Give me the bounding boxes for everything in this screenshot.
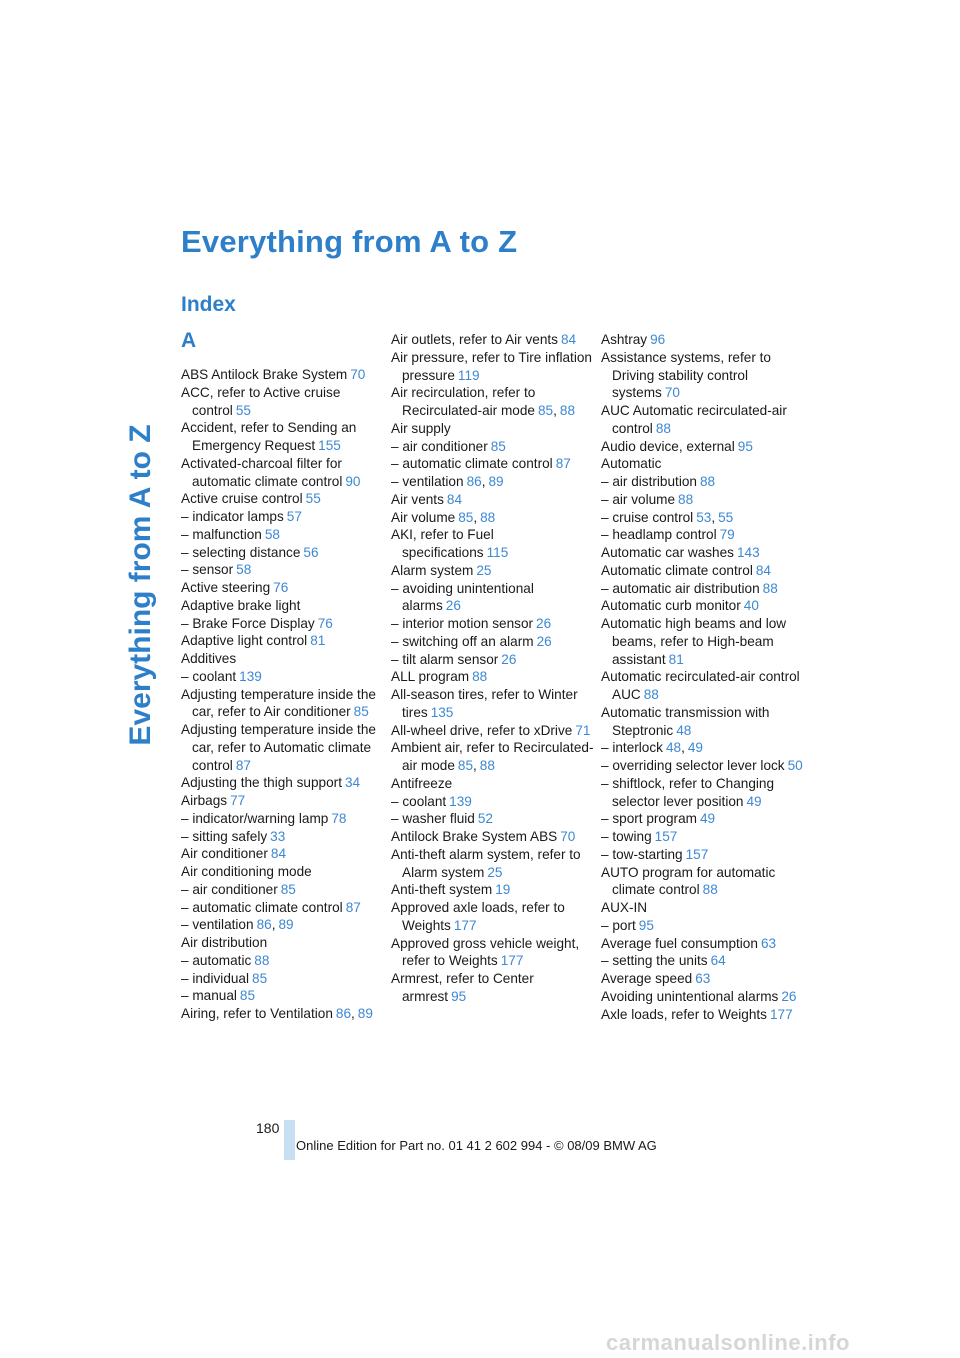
index-entry — [181, 490, 385, 508]
page-ref-link[interactable]: 53 — [696, 509, 712, 525]
page-ref-link[interactable]: 88 — [699, 474, 716, 489]
page-ref-link[interactable]: 70 — [664, 385, 680, 401]
index-entry-text: Adjusting the thigh support — [181, 775, 342, 791]
index-entry-text: – sensor — [181, 562, 234, 578]
page-ref-separator: , — [711, 509, 716, 525]
index-entry — [181, 1005, 385, 1023]
index-entry — [601, 668, 805, 704]
page-ref-link[interactable]: 86 — [335, 1006, 352, 1021]
index-entry-text: Ashtray — [601, 332, 648, 347]
index-entry-text: – air conditioner — [391, 438, 488, 454]
page-ref-link[interactable]: 55 — [305, 491, 321, 507]
index-entry-text: Adaptive light control — [181, 633, 308, 649]
page-ref-link[interactable]: 48 — [676, 722, 692, 738]
index-entry — [391, 349, 595, 385]
index-entry-text: ALL program — [391, 669, 470, 685]
page-ref-link[interactable]: 85 — [353, 704, 369, 720]
index-entry-text: – setting the units — [601, 953, 708, 969]
index-entry — [601, 704, 805, 740]
index-entry — [391, 775, 595, 793]
index-entry-text: Air outlets, refer to Air vents — [391, 332, 558, 347]
index-entry — [601, 491, 805, 509]
edition-bar — [284, 1120, 295, 1160]
index-entry-text: Automatic climate control — [601, 562, 753, 578]
index-entry — [601, 455, 805, 473]
index-entry-text: – automatic — [181, 952, 252, 968]
index-column-2 — [391, 331, 595, 1006]
index-entry-text: Air volume — [391, 509, 456, 525]
page-ref-link[interactable]: 89 — [278, 917, 294, 933]
index-entry — [181, 419, 385, 455]
index-entry — [181, 384, 385, 420]
index-entry — [601, 597, 805, 615]
index-entry-text: AUC Automatic recirculated-air control — [601, 403, 787, 436]
page-ref-link[interactable]: 56 — [303, 544, 319, 560]
index-entry — [601, 562, 805, 580]
page-ref-link[interactable]: 40 — [743, 598, 759, 614]
page-ref-link[interactable]: 48 — [665, 740, 682, 756]
page-ref-link[interactable]: 115 — [486, 545, 509, 560]
index-entry-text: Active steering — [181, 580, 271, 595]
page-ref-link[interactable]: 90 — [345, 473, 361, 489]
index-entry-text: Air conditioner — [181, 846, 268, 862]
index-entry-text: Ambient air, refer to Recirculated-air mode — [391, 740, 594, 773]
page-ref-link[interactable]: 57 — [286, 509, 302, 524]
index-entry-text: Automatic — [601, 456, 662, 472]
index-entry — [391, 509, 595, 527]
page-ref-link[interactable]: 49 — [699, 811, 716, 827]
page-ref-link[interactable]: 84 — [755, 562, 771, 578]
page-ref-link[interactable]: 119 — [457, 367, 480, 383]
page-ref-link[interactable]: 85 — [457, 758, 474, 773]
page-ref-link[interactable]: 177 — [453, 917, 477, 933]
index-entry-text: – overriding selector lever lock — [601, 758, 785, 773]
index-entry-text: Automatic car washes — [601, 545, 734, 560]
index-entry — [181, 952, 385, 970]
index-entry — [391, 633, 595, 651]
page-ref-link[interactable]: 63 — [695, 971, 711, 986]
index-entry — [391, 562, 595, 580]
index-entry — [181, 828, 385, 846]
index-entry-text: AUTO program for automatic climate control — [601, 864, 776, 898]
index-entry-text: – sitting safely — [181, 828, 268, 844]
page-ref-link[interactable]: 89 — [357, 1006, 373, 1021]
page-ref-link[interactable]: 177 — [769, 1006, 793, 1022]
page-ref-link[interactable]: 143 — [736, 545, 760, 560]
index-entry-text: Assistance systems, refer to Driving stability control systems — [601, 349, 771, 401]
index-entry-text: – tow-starting — [601, 846, 683, 862]
index-entry-text: – cruise control — [601, 509, 694, 525]
index-entry-text: AUX-IN — [601, 900, 648, 915]
page-ref-link[interactable]: 78 — [331, 810, 347, 826]
index-entry-text: All-season tires, refer to Winter tires — [391, 687, 578, 720]
index-entry-text: Airbags — [181, 793, 228, 808]
index-entry — [391, 438, 595, 456]
index-entry — [601, 935, 805, 953]
index-entry — [601, 331, 805, 349]
page-ref-link[interactable]: 79 — [719, 527, 735, 543]
index-entry — [601, 846, 805, 864]
page-ref-link[interactable]: 139 — [449, 793, 472, 809]
page-ref-link[interactable]: 81 — [668, 651, 684, 667]
section-subtitle: Index — [181, 293, 236, 316]
page-ref-link[interactable]: 26 — [501, 651, 517, 667]
index-entry — [391, 970, 595, 1006]
index-entry — [181, 934, 385, 952]
page-ref-link[interactable]: 64 — [710, 953, 726, 969]
page-ref-link[interactable]: 55 — [718, 509, 734, 525]
index-entry — [181, 845, 385, 863]
page-ref-link[interactable]: 89 — [488, 474, 504, 489]
index-entry — [601, 1006, 805, 1024]
index-entry — [181, 597, 385, 615]
index-entry-text: Anti-theft alarm system, refer to Alarm system — [391, 846, 581, 880]
index-entry-text: – Brake Force Display — [181, 615, 315, 631]
page-ref-link[interactable]: 70 — [560, 829, 576, 844]
index-entry — [181, 366, 385, 384]
index-entry — [181, 863, 385, 881]
index-entry — [601, 544, 805, 562]
index-column-1 — [181, 366, 385, 1023]
index-entry — [601, 775, 805, 811]
page-ref-link[interactable]: 95 — [737, 438, 753, 454]
page-ref-link[interactable]: 70 — [350, 367, 366, 382]
index-entry-text: – coolant — [391, 793, 447, 809]
index-entry — [601, 739, 805, 757]
page-ref-link[interactable]: 85 — [280, 881, 296, 897]
page-ref-link[interactable]: 88 — [254, 952, 270, 968]
page-ref-separator: , — [351, 1006, 355, 1021]
index-entry-text: – air conditioner — [181, 881, 278, 897]
page-ref-link[interactable]: 55 — [235, 402, 251, 418]
index-entry-text: Average fuel consumption — [601, 935, 758, 951]
index-entry — [181, 668, 385, 686]
page-ref-link[interactable]: 84 — [270, 846, 287, 862]
page-ref-separator: , — [553, 403, 557, 418]
index-entry — [601, 349, 805, 402]
index-entry-text: – sport program — [601, 811, 697, 827]
index-entry — [601, 438, 805, 456]
index-entry-text: Armrest, refer to Center armrest — [391, 971, 534, 1004]
page-ref-separator: , — [681, 740, 685, 756]
index-entry-text: – automatic climate control — [391, 456, 553, 472]
page-ref-link[interactable]: 87 — [555, 456, 571, 472]
page-ref-link[interactable]: 88 — [762, 580, 778, 596]
index-entry-text: Approved gross vehicle weight, refer to Weights — [391, 935, 580, 969]
index-entry-text: – switching off an alarm — [391, 633, 534, 649]
index-entry-text: – malfunction — [181, 526, 262, 542]
page-ref-link[interactable]: 96 — [650, 332, 666, 347]
edition-line: Online Edition for Part no. 01 41 2 602 994 - © 08/09 BMW AG — [296, 1138, 657, 1153]
page-title: Everything from A to Z — [181, 224, 518, 259]
page-ref-link[interactable]: 88 — [559, 403, 576, 418]
index-entry-text: – ventilation — [181, 917, 254, 933]
index-entry-text: Approved axle loads, refer to Weights — [391, 900, 565, 933]
page-ref-separator: , — [473, 758, 477, 773]
index-entry — [601, 615, 805, 668]
index-entry — [391, 686, 595, 722]
index-entry — [181, 455, 385, 491]
index-entry — [391, 739, 595, 775]
page-ref-link[interactable]: 85 — [490, 438, 506, 454]
page-ref-link[interactable]: 26 — [536, 633, 552, 649]
page-ref-link[interactable]: 50 — [787, 758, 803, 773]
page-ref-link[interactable]: 85 — [239, 988, 256, 1004]
index-entry — [181, 508, 385, 526]
index-entry-text: Automatic recirculated-air control AUC — [601, 669, 800, 702]
index-entry — [601, 810, 805, 828]
index-entry-text: Air vents — [391, 491, 444, 507]
page-ref-link[interactable]: 33 — [270, 828, 286, 844]
index-entry-text: – automatic air distribution — [601, 580, 760, 596]
page-ref-link[interactable]: 77 — [230, 793, 246, 808]
page-ref-link[interactable]: 81 — [310, 633, 326, 649]
index-entry — [601, 580, 805, 598]
index-entry — [181, 987, 385, 1005]
page-ref-link[interactable]: 58 — [236, 562, 252, 578]
index-entry — [181, 970, 385, 988]
index-entry — [391, 580, 595, 616]
index-entry — [181, 792, 385, 810]
index-entry-text: Air supply — [391, 420, 451, 436]
index-entry-text: – headlamp control — [601, 527, 717, 543]
index-entry — [181, 916, 385, 934]
index-entry — [181, 650, 385, 668]
index-entry — [391, 935, 595, 971]
page-ref-link[interactable]: 88 — [480, 509, 496, 525]
index-entry — [601, 526, 805, 544]
page-ref-link[interactable]: 87 — [345, 899, 361, 915]
index-entry — [391, 722, 595, 740]
index-entry-text: Adjusting temperature inside the car, refer to Automatic climate control — [181, 722, 376, 773]
index-entry — [391, 473, 595, 491]
page-ref-link[interactable]: 34 — [344, 775, 361, 791]
index-column-3 — [601, 331, 805, 1023]
index-entry — [181, 632, 385, 650]
index-entry — [601, 970, 805, 988]
page-ref-link[interactable]: 88 — [655, 420, 671, 436]
index-entry-text: Automatic high beams and low beams, refer to High-beam assistant — [601, 616, 787, 667]
index-entry-text: – indicator/warning lamp — [181, 810, 329, 826]
index-entry-text: All-wheel drive, refer to xDrive — [391, 722, 573, 738]
page-ref-link[interactable]: 135 — [430, 704, 454, 720]
page-ref-link[interactable]: 49 — [746, 793, 762, 809]
index-entry — [181, 615, 385, 633]
page-ref-link[interactable]: 19 — [495, 882, 511, 898]
page-ref-link[interactable]: 85 — [252, 970, 268, 986]
index-entry — [391, 455, 595, 473]
page-ref-link[interactable]: 88 — [472, 669, 488, 685]
index-entry — [391, 668, 595, 686]
page-ref-link[interactable]: 157 — [685, 846, 709, 862]
index-entry — [181, 544, 385, 562]
index-entry — [391, 491, 595, 509]
index-entry-text: Airing, refer to Ventilation — [181, 1006, 333, 1021]
page-ref-link[interactable]: 71 — [575, 722, 591, 738]
index-entry — [601, 952, 805, 970]
index-entry-text: Audio device, external — [601, 438, 735, 454]
index-entry-text: Activated-charcoal filter for automatic climate control — [181, 455, 343, 489]
watermark: carmanualsonline.info — [606, 1330, 850, 1355]
index-entry-text: Air distribution — [181, 935, 268, 950]
index-entry — [601, 509, 805, 527]
page-ref-link[interactable]: 157 — [654, 829, 678, 844]
index-entry — [181, 561, 385, 579]
index-entry-text: Adaptive brake light — [181, 597, 301, 613]
index-entry — [391, 651, 595, 669]
index-entry-text: – ventilation — [391, 474, 464, 489]
index-entry — [181, 899, 385, 917]
index-entry-text: Air pressure, refer to Tire inflation pressure — [391, 349, 592, 383]
index-entry — [181, 881, 385, 899]
page-ref-link[interactable]: 85 — [458, 509, 474, 525]
index-entry-text: – shiftlock, refer to Changing selector lever position — [601, 775, 775, 809]
page-ref-link[interactable]: 26 — [445, 598, 461, 614]
index-entry-text: Avoiding unintentional alarms — [601, 988, 779, 1004]
index-entry — [391, 810, 595, 828]
page-ref-separator: , — [481, 474, 486, 489]
page-ref-link[interactable]: 52 — [477, 811, 493, 827]
page-ref-link[interactable]: 88 — [643, 687, 659, 702]
index-entry-text: Antilock Brake System ABS — [391, 829, 558, 844]
index-entry-text: Additives — [181, 651, 237, 666]
page-ref-separator: , — [271, 917, 276, 933]
page-ref-link[interactable]: 155 — [318, 438, 341, 453]
index-entry-text: – towing — [601, 829, 652, 844]
page-ref-separator: , — [473, 509, 478, 525]
index-entry — [601, 864, 805, 900]
index-entry — [181, 774, 385, 792]
index-entry-text: Average speed — [601, 971, 693, 986]
index-entry-text: ABS Antilock Brake System — [181, 367, 348, 382]
side-title-text: Everything from A to Z — [124, 424, 157, 746]
page-ref-link[interactable]: 139 — [239, 668, 262, 684]
page-ref-link[interactable]: 26 — [781, 988, 797, 1004]
index-entry-text: – coolant — [181, 668, 237, 684]
index-entry — [601, 828, 805, 846]
side-title-graphic — [118, 230, 158, 830]
index-entry-text: Air conditioning mode — [181, 864, 312, 879]
page-ref-link[interactable]: 177 — [500, 953, 524, 969]
index-entry-text: – indicator lamps — [181, 509, 284, 524]
index-entry-text: – avoiding unintentional alarms — [391, 580, 534, 614]
index-entry-text: Antifreeze — [391, 775, 453, 791]
index-entry-text: – automatic climate control — [181, 899, 343, 915]
index-entry-text: Automatic transmission with Steptronic — [601, 704, 770, 738]
index-entry — [391, 881, 595, 899]
index-entry-text: Automatic curb monitor — [601, 598, 741, 614]
index-entry — [391, 526, 595, 562]
index-entry-text: – air volume — [601, 491, 676, 507]
index-entry — [601, 402, 805, 438]
index-entry — [181, 686, 385, 722]
index-entry — [181, 526, 385, 544]
page-ref-link[interactable]: 95 — [638, 917, 654, 933]
index-entry-text: – interlock — [601, 740, 663, 756]
index-entry — [601, 917, 805, 935]
page-ref-link[interactable]: 95 — [451, 988, 467, 1004]
section-letter: A — [181, 329, 197, 352]
side-title — [118, 230, 158, 830]
page-number: 180 — [256, 1120, 280, 1136]
index-entry — [391, 331, 595, 349]
page-ref-link[interactable]: 63 — [760, 935, 777, 951]
index-entry-text: Air recirculation, refer to Recirculated-air mode — [391, 385, 536, 418]
index-entry — [181, 579, 385, 597]
index-entry — [391, 384, 595, 420]
page-ref-link[interactable]: 84 — [446, 491, 463, 507]
index-entry-text: Adjusting temperature inside the car, refer to Air conditioner — [181, 686, 376, 720]
index-entry-text: Axle loads, refer to Weights — [601, 1006, 767, 1022]
index-entry — [601, 473, 805, 491]
index-entry — [601, 988, 805, 1006]
index-entry-text: Alarm system — [391, 562, 474, 578]
page-ref-link[interactable]: 88 — [479, 758, 495, 773]
index-entry — [391, 615, 595, 633]
index-entry — [391, 899, 595, 935]
index-entry — [391, 420, 595, 438]
page-ref-link[interactable]: 88 — [678, 491, 694, 507]
index-entry-text: ACC, refer to Active cruise control — [181, 384, 341, 418]
page-ref-link[interactable]: 49 — [687, 740, 703, 756]
index-entry — [601, 899, 805, 917]
page-ref-link[interactable]: 86 — [466, 474, 482, 489]
page-ref-link[interactable]: 76 — [317, 615, 333, 631]
index-entry-text: – selecting distance — [181, 544, 301, 560]
page-ref-link[interactable]: 84 — [560, 332, 577, 347]
page-ref-link[interactable]: 87 — [235, 757, 251, 773]
page-ref-link[interactable]: 58 — [264, 526, 280, 542]
index-entry-text: – interior motion sensor — [391, 616, 534, 631]
page-ref-link[interactable]: 25 — [487, 864, 503, 880]
index-entry-text: Active cruise control — [181, 491, 303, 507]
index-entry — [601, 757, 805, 775]
index-entry — [391, 793, 595, 811]
index-entry-text: AKI, refer to Fuel specifications — [391, 527, 494, 560]
page-ref-link[interactable]: 88 — [702, 882, 718, 898]
index-entry — [391, 846, 595, 882]
page-ref-link[interactable]: 26 — [536, 616, 552, 631]
index-entry-text: Accident, refer to Sending an Emergency Request — [181, 420, 357, 453]
index-entry — [391, 828, 595, 846]
index-entry-text: – port — [601, 917, 636, 933]
page-ref-link[interactable]: 76 — [273, 580, 289, 595]
index-entry — [181, 721, 385, 774]
index-entry-text: Anti-theft system — [391, 882, 493, 898]
index-entry-text: – air distribution — [601, 474, 697, 489]
index-entry — [181, 810, 385, 828]
index-entry-text: – individual — [181, 970, 250, 986]
index-entry-text: – tilt alarm sensor — [391, 651, 499, 667]
index-entry-text: – washer fluid — [391, 811, 475, 827]
page-ref-link[interactable]: 86 — [256, 917, 272, 933]
page-ref-link[interactable]: 25 — [476, 562, 492, 578]
page-ref-link[interactable]: 85 — [537, 403, 554, 418]
index-entry-text: – manual — [181, 988, 237, 1004]
